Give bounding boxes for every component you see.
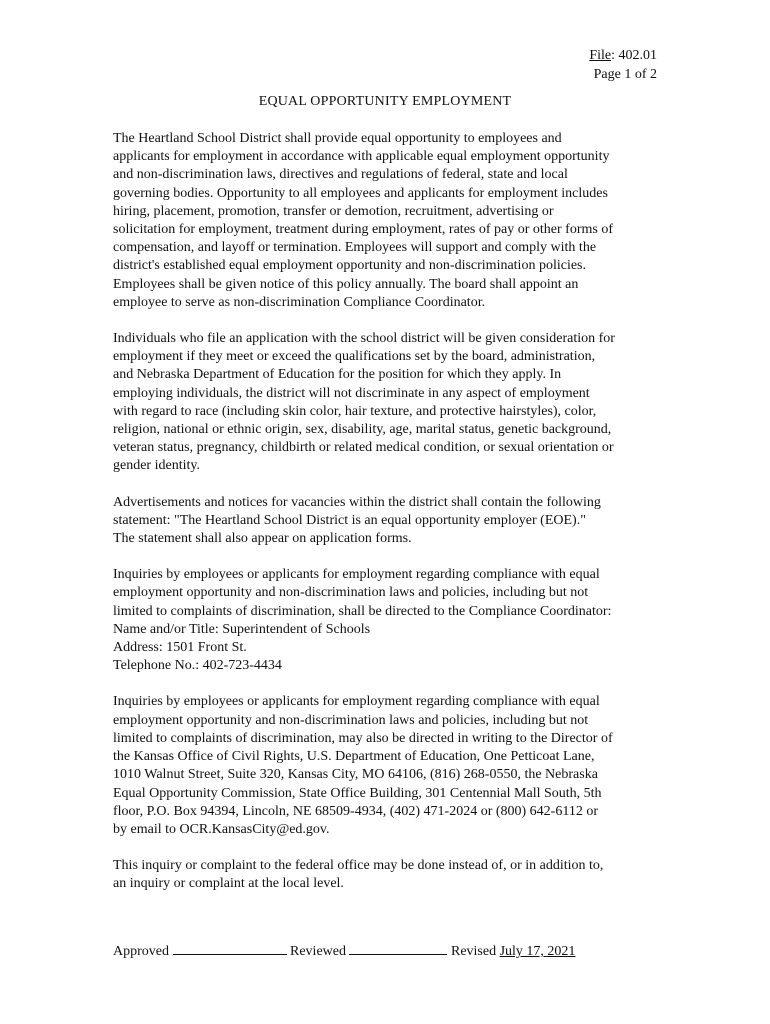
text-line: employment opportunity and non-discrimination laws and policies, including but not bbox=[113, 712, 589, 728]
text-line: 1010 Walnut Street, Suite 320, Kansas City, MO 64106, (816) 268-0550, the Nebraska bbox=[113, 767, 598, 783]
page-info: Page 1 of 2 bbox=[593, 67, 657, 82]
paragraph-non-discrimination bbox=[113, 330, 661, 476]
document-body bbox=[113, 130, 661, 912]
text-line: Inquiries by employees or applicants for employment regarding compliance with equal bbox=[113, 694, 600, 710]
text-line: governing bodies. Opportunity to all employees and applicants for employment includes bbox=[113, 185, 608, 201]
revised-label: Revised bbox=[450, 944, 497, 959]
paragraph-policy-statement bbox=[113, 130, 661, 312]
text-line: the Kansas Office of Civil Rights, U.S. Department of Education, One Petticoat Lane, bbox=[113, 749, 595, 765]
paragraph-advertisements bbox=[113, 494, 661, 549]
paragraph-compliance-coordinator bbox=[113, 566, 661, 675]
text-line: Equal Opportunity Commission, State Office Building, 301 Centennial Mall South, 5th bbox=[113, 785, 602, 801]
paragraph-local-level bbox=[113, 857, 661, 893]
text-line: religion, national or ethnic origin, sex, disability, age, marital status, genetic background, bbox=[113, 422, 612, 438]
text-line: limited to complaints of discrimination, shall be directed to the Compliance Coordinator: bbox=[113, 603, 612, 619]
coordinator-address: Address: 1501 Front St. bbox=[113, 640, 247, 656]
file-number bbox=[589, 46, 657, 65]
revised-date: July 17, 2021 bbox=[499, 944, 576, 959]
text-line: compensation, and layoff or termination. Employees will support and comply with the bbox=[113, 240, 597, 256]
file-header bbox=[589, 46, 657, 84]
approval-footer bbox=[113, 942, 575, 960]
text-line: district's established equal employment opportunity and non-discrimination policies. bbox=[113, 258, 586, 274]
paragraph-federal-inquiries bbox=[113, 693, 661, 839]
text-line: employment if they meet or exceed the qualifications set by the board, administration, bbox=[113, 349, 596, 365]
text-line: an inquiry or complaint at the local level. bbox=[113, 876, 344, 892]
text-line: Employees shall be given notice of this policy annually. The board shall appoint an bbox=[113, 276, 579, 292]
text-line: and Nebraska Department of Education for the position for which they apply. In bbox=[113, 367, 562, 383]
text-line: applicants for employment in accordance with applicable equal employment opportunity bbox=[113, 149, 610, 165]
text-line: The statement shall also appear on application forms. bbox=[113, 531, 412, 547]
text-line: Inquiries by employees or applicants for employment regarding compliance with equal bbox=[113, 567, 600, 583]
reviewed-label: Reviewed bbox=[290, 944, 346, 959]
text-line: The Heartland School District shall provide equal opportunity to employees and bbox=[113, 131, 562, 146]
text-line: Advertisements and notices for vacancies within the district shall contain the following bbox=[113, 494, 601, 510]
text-line: veteran status, pregnancy, childbirth or related medical condition, or sexual orientation or bbox=[113, 440, 614, 456]
text-line: employment opportunity and non-discrimination laws and policies, including but not bbox=[113, 585, 589, 601]
file-value: : 402.01 bbox=[611, 48, 657, 63]
text-line: solicitation for employment, treatment during employment, rates of pay or other forms of bbox=[113, 222, 613, 238]
text-line: with regard to race (including skin color, hair texture, and protective hairstyles), color, bbox=[113, 403, 597, 419]
text-line: floor, P.O. Box 94394, Lincoln, NE 68509-4934, (402) 471-2024 or (800) 642-6112 or bbox=[113, 803, 598, 819]
coordinator-name: Name and/or Title: Superintendent of Schools bbox=[113, 621, 371, 637]
coordinator-telephone: Telephone No.: 402-723-4434 bbox=[113, 658, 282, 674]
reviewed-blank bbox=[349, 942, 447, 955]
text-line: employing individuals, the district will not discriminate in any aspect of employment bbox=[113, 385, 590, 401]
text-line: limited to complaints of discrimination, may also be directed in writing to the Director of bbox=[113, 730, 613, 746]
text-line: by email to OCR.KansasCity@ed.gov. bbox=[113, 821, 330, 837]
text-line: hiring, placement, promotion, transfer or demotion, recruitment, advertising or bbox=[113, 203, 554, 219]
text-line: statement: "The Heartland School District is an equal opportunity employer (EOE)." bbox=[113, 512, 586, 528]
file-label: File bbox=[589, 48, 612, 63]
text-line: gender identity. bbox=[113, 458, 200, 474]
approved-label: Approved bbox=[113, 944, 169, 959]
text-line: This inquiry or complaint to the federal office may be done instead of, or in addition to, bbox=[113, 858, 604, 874]
text-line: employee to serve as non-discrimination Compliance Coordinator. bbox=[113, 294, 486, 310]
approved-blank bbox=[173, 942, 287, 955]
text-line: Individuals who file an application with the school district will be given consideration for bbox=[113, 331, 615, 347]
text-line: and non-discrimination laws, directives and regulations of federal, state and local bbox=[113, 167, 568, 183]
document-title: EQUAL OPPORTUNITY EMPLOYMENT bbox=[258, 94, 512, 109]
